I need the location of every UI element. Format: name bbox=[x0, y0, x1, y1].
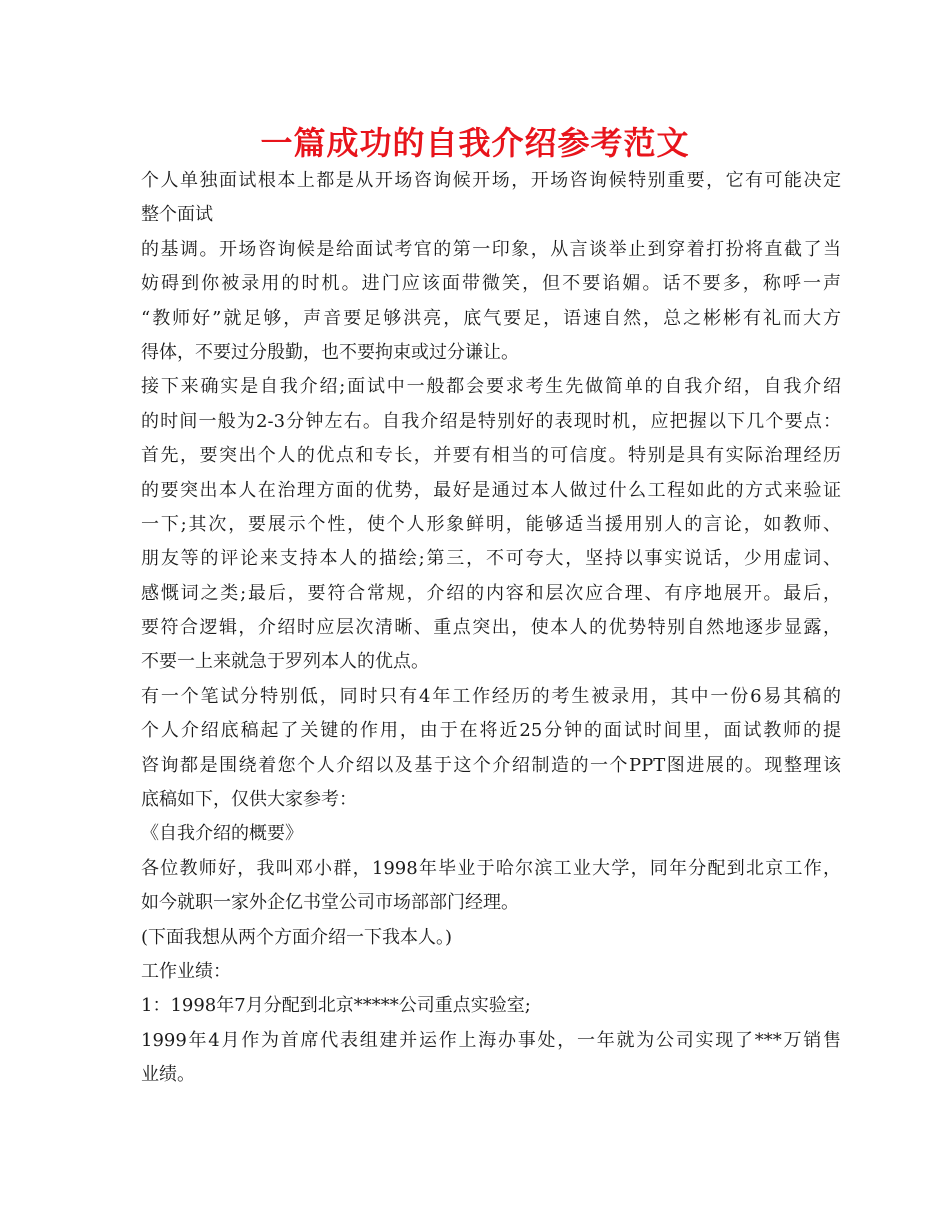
text-line: 不要一上来就急于罗列本人的优点。 bbox=[141, 651, 429, 673]
text-line: 的基调。开场咨询候是给面试考官的第一印象，从言谈举止到穿着打扮将直截了当 bbox=[141, 238, 841, 260]
text-line: 一下;其次，要展示个性，使个人形象鲜明，能够适当援用别人的言论，如教师、 bbox=[141, 513, 841, 535]
text-line: 朋友等的评论来支持本人的描绘;第三，不可夸大，坚持以事实说话，少用虚词、 bbox=[141, 548, 841, 570]
text-line: 首先，要突出个人的优点和专长，并要有相当的可信度。特别是具有实际治理经历 bbox=[141, 445, 841, 467]
text-line: “教师好”就足够，声音要足够洪亮，底气要足，语速自然，总之彬彬有礼而大方 bbox=[141, 307, 841, 329]
text-line: 个人单独面试根本上都是从开场咨询候开场，开场咨询候特别重要，它有可能决定 bbox=[141, 170, 841, 191]
text-line: 要符合逻辑，介绍时应层次清晰、重点突出，使本人的优势特别自然地逐步显露， bbox=[141, 617, 841, 639]
document-body bbox=[141, 164, 841, 1093]
text-line: 接下来确实是自我介绍;面试中一般都会要求考生先做简单的自我介绍，自我介绍 bbox=[141, 376, 841, 398]
text-line: 底稿如下，仅供大家参考： bbox=[141, 789, 357, 811]
text-line: 各位教师好，我叫邓小群，1998年毕业于哈尔滨工业大学，同年分配到北京工作， bbox=[141, 857, 841, 879]
text-line: 业绩。 bbox=[141, 1064, 195, 1086]
text-line: 有一个笔试分特别低，同时只有4年工作经历的考生被录用，其中一份6易其稿的 bbox=[141, 685, 841, 707]
text-line: 个人介绍底稿起了关键的作用，由于在将近25分钟的面试时间里，面试教师的提 bbox=[141, 720, 841, 742]
text-line: 整个面试 bbox=[141, 204, 213, 226]
text-line: 感慨词之类;最后，要符合常规，介绍的内容和层次应合理、有序地展开。最后， bbox=[141, 582, 841, 604]
text-line: 工作业绩： bbox=[141, 960, 231, 982]
text-line: 妨碍到你被录用的时机。进门应该面带微笑，但不要谄媚。话不要多，称呼一声 bbox=[141, 273, 841, 295]
text-line: 1：1998年7月分配到北京*****公司重点实验室; bbox=[141, 995, 531, 1017]
text-line: 的时间一般为2-3分钟左右。自我介绍是特别好的表现时机，应把握以下几个要点： bbox=[141, 410, 841, 432]
text-line: 得体，不要过分殷勤，也不要拘束或过分谦让。 bbox=[141, 341, 519, 363]
text-line: 的要突出本人在治理方面的优势，最好是通过本人做过什么工程如此的方式来验证 bbox=[141, 479, 841, 501]
text-line: 《自我介绍的概要》 bbox=[141, 823, 303, 845]
text-line: 咨询都是围绕着您个人介绍以及基于这个介绍制造的一个PPT图进展的。现整理该 bbox=[141, 754, 841, 776]
text-line: (下面我想从两个方面介绍一下我本人。) bbox=[141, 926, 453, 948]
text-line: 1999年4月作为首席代表组建并运作上海办事处，一年就为公司实现了***万销售 bbox=[141, 1029, 841, 1051]
document-title: 一篇成功的自我介绍参考范文 bbox=[260, 124, 690, 162]
text-line: 如今就职一家外企亿书堂公司市场部部门经理。 bbox=[141, 892, 519, 914]
